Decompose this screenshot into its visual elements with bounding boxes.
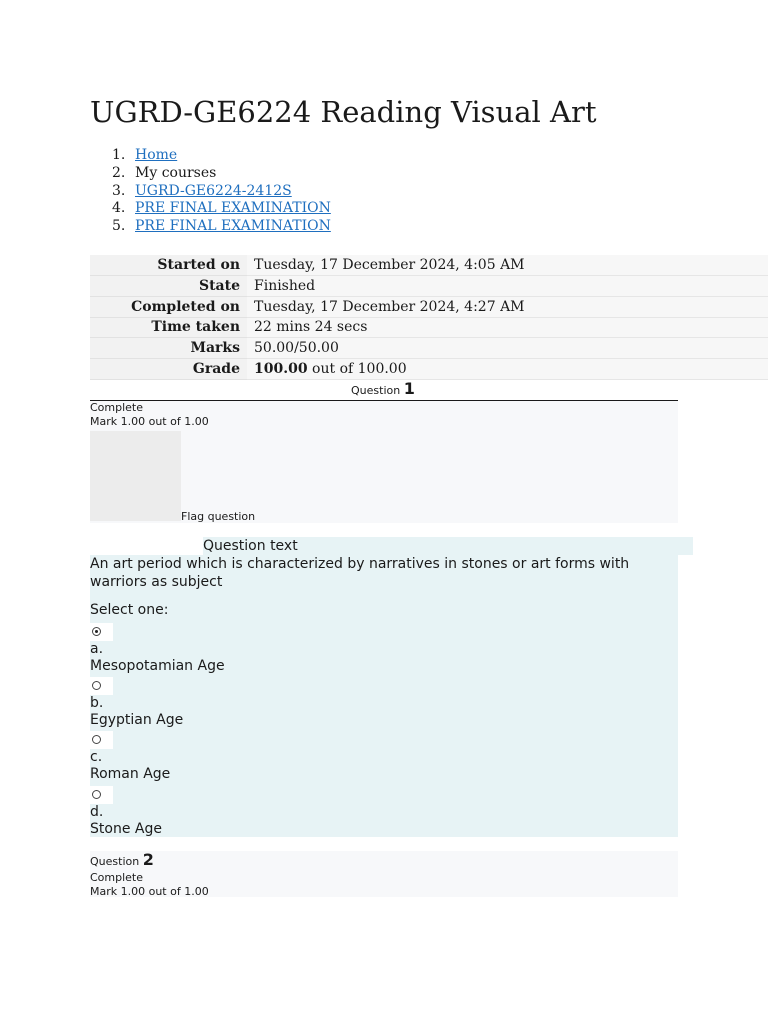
question-2-heading [90,851,678,871]
question-1-content [90,555,678,837]
option-d[interactable] [90,786,162,838]
breadcrumb-link-section[interactable]: PRE FINAL EXAMINATION [135,200,331,217]
summary-label: Started on [90,255,247,276]
summary-value: 50.00/50.00 [247,338,768,359]
summary-row-marks [90,338,768,359]
radio-checked-icon[interactable] [92,627,101,636]
page-title: UGRD-GE6224 Reading Visual Art [90,95,597,129]
summary-label: Marks [90,338,247,359]
question-status: Complete [90,871,144,884]
question-prefix: Question [90,855,143,868]
breadcrumb-text-my-courses: My courses [135,164,217,181]
breadcrumb-number: 1. [112,147,126,163]
summary-value: Tuesday, 17 December 2024, 4:05 AM [247,255,768,276]
summary-row-grade [90,358,768,379]
summary-value: Tuesday, 17 December 2024, 4:27 AM [247,296,768,317]
question-1-heading [351,379,415,398]
question-prefix: Question [351,384,404,397]
radio-cell[interactable] [90,731,113,749]
option-c[interactable] [90,731,170,783]
summary-value: 22 mins 24 secs [247,317,768,338]
summary-label: Time taken [90,317,247,338]
grade-value: 100.00 [254,360,308,377]
summary-row-started [90,255,768,276]
breadcrumb-item-course [90,183,331,201]
flag-question-link[interactable]: Flag question [181,510,256,523]
question-1-info [90,401,678,523]
option-text: Egyptian Age [90,712,184,728]
breadcrumb-number: 2. [112,164,126,181]
summary-value [247,358,768,379]
breadcrumb-link-course[interactable]: UGRD-GE6224-2412S [135,182,292,199]
grade-out-of: out of 100.00 [307,360,407,377]
radio-cell[interactable] [90,786,113,804]
radio-cell[interactable] [90,623,113,641]
breadcrumb-link-home[interactable]: Home [135,147,178,163]
breadcrumb-number: 3. [112,182,126,199]
breadcrumb-item-quiz [90,218,331,236]
question-mark: Mark 1.00 out of 1.00 [90,415,209,428]
question-number: 2 [142,850,154,869]
option-letter: a. [90,641,104,657]
option-letter: c. [90,749,103,765]
option-text: Mesopotamian Age [90,658,225,674]
breadcrumb-number: 4. [112,200,126,217]
radio-unchecked-icon[interactable] [92,790,101,799]
breadcrumb-number: 5. [112,218,126,235]
breadcrumb [90,147,331,236]
option-a[interactable] [90,623,225,675]
option-text: Stone Age [90,821,162,837]
breadcrumb-item-section [90,200,331,218]
option-letter: b. [90,695,104,711]
question-prompt: An art period which is characterized by narratives in stones or art forms with warriors as subject [90,556,630,590]
breadcrumb-item-my-courses [90,165,331,183]
select-one-label: Select one: [90,602,169,618]
radio-cell[interactable] [90,677,113,695]
flag-icon[interactable] [90,431,181,521]
summary-label: State [90,276,247,297]
question-mark: Mark 1.00 out of 1.00 [90,885,209,898]
question-text-heading: Question text [203,537,693,555]
breadcrumb-item-home [90,147,331,165]
radio-unchecked-icon[interactable] [92,681,101,690]
summary-label: Completed on [90,296,247,317]
breadcrumb-link-quiz[interactable]: PRE FINAL EXAMINATION [135,218,331,235]
question-2-info [90,851,678,897]
summary-row-completed [90,296,768,317]
question-number: 1 [403,379,415,398]
option-letter: d. [90,804,104,820]
summary-value: Finished [247,276,768,297]
attempt-summary-table [90,255,768,380]
summary-row-time-taken [90,317,768,338]
option-text: Roman Age [90,766,171,782]
summary-label: Grade [90,358,247,379]
summary-row-state [90,276,768,297]
question-status: Complete [90,401,144,414]
radio-unchecked-icon[interactable] [92,735,101,744]
option-b[interactable] [90,677,183,729]
